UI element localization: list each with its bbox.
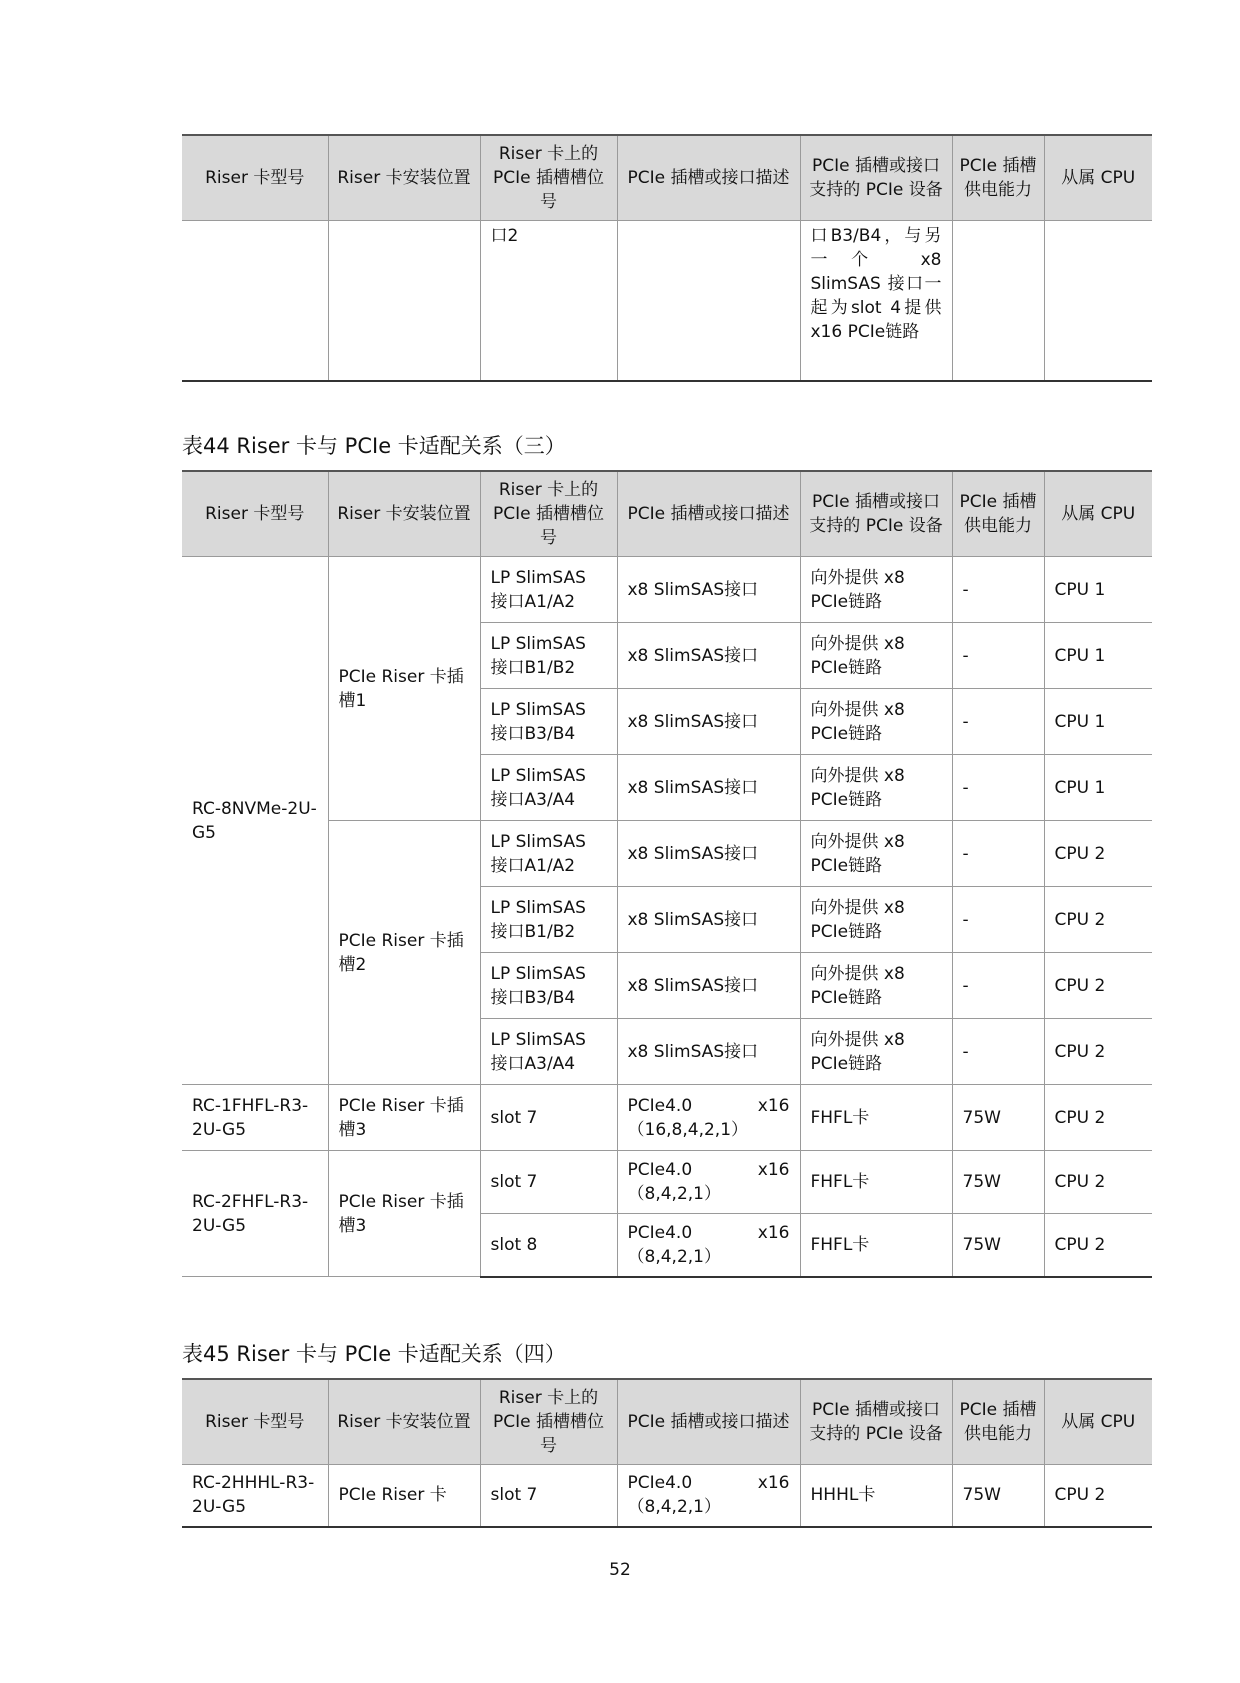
cpu-cell: CPU 2: [1044, 1465, 1152, 1527]
device-cell: 向外提供 x8 PCIe链路: [800, 1019, 952, 1085]
table45: [182, 1378, 1152, 1528]
cpu-cell: CPU 1: [1044, 755, 1152, 821]
slot-cell: LP SlimSAS 接口B1/B2: [480, 887, 617, 953]
position-cell: PCIe Riser 卡插槽1: [328, 557, 480, 821]
cpu-cell: CPU 2: [1044, 1085, 1152, 1151]
power-cell: -: [952, 821, 1044, 887]
device-cell: FHFL卡: [800, 1151, 952, 1214]
power-cell: 75W: [952, 1085, 1044, 1151]
table-row: [182, 1085, 1152, 1151]
header-slot: Riser 卡上的 PCIe 插槽槽位号: [480, 135, 617, 221]
device-cell: HHHL卡: [800, 1465, 952, 1527]
device-cell: 向外提供 x8 PCIe链路: [800, 821, 952, 887]
header-cpu: 从属 CPU: [1044, 1379, 1152, 1465]
header-position: Riser 卡安装位置: [328, 1379, 480, 1465]
device-cell: FHFL卡: [800, 1214, 952, 1277]
power-cell: 75W: [952, 1465, 1044, 1527]
power-cell: -: [952, 689, 1044, 755]
slot-cell: LP SlimSAS 接口A1/A2: [480, 821, 617, 887]
header-cpu: 从属 CPU: [1044, 135, 1152, 221]
table-header-row: [182, 135, 1152, 221]
device-cell: 向外提供 x8 PCIe链路: [800, 623, 952, 689]
device-cell: 口B3/B4，与另一个 x8 SlimSAS 接口一起为slot 4提供x16 PCIe链路: [800, 221, 952, 381]
description-cell: x8 SlimSAS接口: [617, 755, 800, 821]
description-cell: x8 SlimSAS接口: [617, 1019, 800, 1085]
device-cell: 向外提供 x8 PCIe链路: [800, 953, 952, 1019]
description-cell: x8 SlimSAS接口: [617, 689, 800, 755]
slot-cell: LP SlimSAS 接口B1/B2: [480, 623, 617, 689]
cpu-cell: CPU 1: [1044, 557, 1152, 623]
description-cell: x8 SlimSAS接口: [617, 557, 800, 623]
model-cell: RC-1FHFL-R3-2U-G5: [182, 1085, 328, 1151]
slot-cell: LP SlimSAS 接口B3/B4: [480, 953, 617, 1019]
position-cell: PCIe Riser 卡插槽3: [328, 1151, 480, 1277]
power-cell: -: [952, 557, 1044, 623]
position-cell: PCIe Riser 卡插槽3: [328, 1085, 480, 1151]
slot-cell: LP SlimSAS 接口A1/A2: [480, 557, 617, 623]
description-cell: PCIe4.0 x16 （16,8,4,2,1）: [617, 1085, 800, 1151]
table45-caption: 表45 Riser 卡与 PCIe 卡适配关系（四）: [182, 1342, 566, 1366]
description-cell: PCIe4.0 x16 （8,4,2,1）: [617, 1214, 800, 1277]
cpu-cell: CPU 2: [1044, 1019, 1152, 1085]
header-position: Riser 卡安装位置: [328, 471, 480, 557]
slot-cell: 口2: [480, 221, 617, 381]
device-cell: 向外提供 x8 PCIe链路: [800, 887, 952, 953]
cpu-cell: CPU 2: [1044, 953, 1152, 1019]
power-cell: -: [952, 623, 1044, 689]
model-cell: RC-8NVMe-2U-G5: [182, 557, 328, 1085]
table44-caption: 表44 Riser 卡与 PCIe 卡适配关系（三）: [182, 434, 566, 458]
device-cell: 向外提供 x8 PCIe链路: [800, 557, 952, 623]
power-cell: -: [952, 887, 1044, 953]
header-model: Riser 卡型号: [182, 471, 328, 557]
table-row: [182, 221, 1152, 381]
header-device: PCIe 插槽或接口支持的 PCIe 设备: [800, 135, 952, 221]
slot-cell: slot 8: [480, 1214, 617, 1277]
slot-cell: slot 7: [480, 1465, 617, 1527]
power-cell: -: [952, 953, 1044, 1019]
header-model: Riser 卡型号: [182, 1379, 328, 1465]
power-cell: -: [952, 1019, 1044, 1085]
table-row: [182, 1151, 1152, 1214]
description-cell: x8 SlimSAS接口: [617, 887, 800, 953]
power-cell: 75W: [952, 1151, 1044, 1214]
continued-table: [182, 134, 1152, 382]
position-cell: PCIe Riser 卡: [328, 1465, 480, 1527]
table-row: [182, 557, 1152, 623]
header-slot: Riser 卡上的 PCIe 插槽槽位号: [480, 1379, 617, 1465]
header-model: Riser 卡型号: [182, 135, 328, 221]
slot-cell: slot 7: [480, 1151, 617, 1214]
power-cell: 75W: [952, 1214, 1044, 1277]
table-header-row: [182, 471, 1152, 557]
position-cell: PCIe Riser 卡插槽2: [328, 821, 480, 1085]
header-device: PCIe 插槽或接口支持的 PCIe 设备: [800, 1379, 952, 1465]
slot-cell: LP SlimSAS 接口A3/A4: [480, 1019, 617, 1085]
description-cell: x8 SlimSAS接口: [617, 623, 800, 689]
cpu-cell: CPU 2: [1044, 821, 1152, 887]
header-position: Riser 卡安装位置: [328, 135, 480, 221]
header-description: PCIe 插槽或接口描述: [617, 1379, 800, 1465]
header-power: PCIe 插槽供电能力: [952, 1379, 1044, 1465]
description-cell: PCIe4.0 x16 （8,4,2,1）: [617, 1465, 800, 1527]
cpu-cell: CPU 2: [1044, 1214, 1152, 1277]
slot-cell: slot 7: [480, 1085, 617, 1151]
table-header-row: [182, 1379, 1152, 1465]
model-cell: RC-2FHFL-R3-2U-G5: [182, 1151, 328, 1277]
slot-cell: LP SlimSAS 接口A3/A4: [480, 755, 617, 821]
cpu-cell: CPU 1: [1044, 689, 1152, 755]
header-cpu: 从属 CPU: [1044, 471, 1152, 557]
device-cell: 向外提供 x8 PCIe链路: [800, 689, 952, 755]
cpu-cell: CPU 2: [1044, 887, 1152, 953]
cpu-cell: CPU 2: [1044, 1151, 1152, 1214]
table-row: [182, 821, 1152, 887]
power-cell: -: [952, 755, 1044, 821]
slot-cell: LP SlimSAS 接口B3/B4: [480, 689, 617, 755]
table-row: [182, 1465, 1152, 1527]
model-cell: RC-2HHHL-R3-2U-G5: [182, 1465, 328, 1527]
header-slot: Riser 卡上的 PCIe 插槽槽位号: [480, 471, 617, 557]
description-cell: PCIe4.0 x16 （8,4,2,1）: [617, 1151, 800, 1214]
header-power: PCIe 插槽供电能力: [952, 471, 1044, 557]
description-cell: x8 SlimSAS接口: [617, 821, 800, 887]
header-device: PCIe 插槽或接口支持的 PCIe 设备: [800, 471, 952, 557]
cpu-cell: CPU 1: [1044, 623, 1152, 689]
description-cell: x8 SlimSAS接口: [617, 953, 800, 1019]
device-cell: FHFL卡: [800, 1085, 952, 1151]
page-number: 52: [609, 1560, 631, 1580]
device-cell: 向外提供 x8 PCIe链路: [800, 755, 952, 821]
table44: [182, 470, 1152, 1278]
header-power: PCIe 插槽供电能力: [952, 135, 1044, 221]
header-description: PCIe 插槽或接口描述: [617, 135, 800, 221]
header-description: PCIe 插槽或接口描述: [617, 471, 800, 557]
